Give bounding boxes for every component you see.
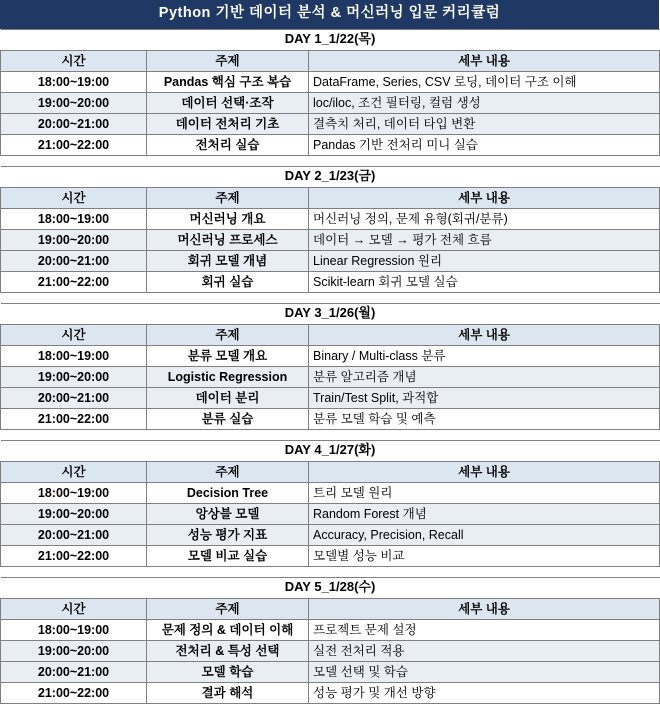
day-label: DAY 5_1/28(수) (1, 577, 660, 598)
table-row (1, 345, 660, 366)
column-header-topic: 주제 (147, 598, 309, 619)
cell-topic: 분류 실습 (147, 408, 309, 429)
table-row (1, 229, 660, 250)
table-row (1, 408, 660, 429)
cell-detail: Train/Test Split, 과적합 (309, 387, 660, 408)
cell-detail: DataFrame, Series, CSV 로딩, 데이터 구조 이해 (309, 71, 660, 92)
cell-topic: 회귀 실습 (147, 271, 309, 292)
cell-detail: 분류 알고리즘 개념 (309, 366, 660, 387)
cell-detail: 모델 선택 및 학습 (309, 661, 660, 682)
table-row (1, 545, 660, 566)
table-row (1, 113, 660, 134)
cell-time: 21:00~22:00 (1, 682, 147, 703)
day-label: DAY 3_1/26(월) (1, 303, 660, 324)
schedule-table (0, 29, 660, 704)
cell-time: 21:00~22:00 (1, 408, 147, 429)
day-header-row (1, 440, 660, 461)
column-header-time: 시간 (1, 461, 147, 482)
column-header-row (1, 598, 660, 619)
cell-topic: 앙상블 모델 (147, 503, 309, 524)
table-row (1, 619, 660, 640)
day-label: DAY 1_1/22(목) (1, 29, 660, 50)
table-row (1, 92, 660, 113)
cell-detail: Pandas 기반 전처리 미니 실습 (309, 134, 660, 155)
cell-time: 21:00~22:00 (1, 545, 147, 566)
cell-topic: 머신러닝 개요 (147, 208, 309, 229)
column-header-topic: 주제 (147, 187, 309, 208)
column-header-detail: 세부 내용 (309, 187, 660, 208)
cell-topic: 전처리 실습 (147, 134, 309, 155)
table-row (1, 387, 660, 408)
table-row (1, 503, 660, 524)
table-row (1, 134, 660, 155)
day-label: DAY 4_1/27(화) (1, 440, 660, 461)
page-title: Python 기반 데이터 분석 & 머신러닝 입문 커리큘럼 (0, 0, 659, 29)
cell-time: 19:00~20:00 (1, 92, 147, 113)
column-header-row (1, 461, 660, 482)
cell-time: 18:00~19:00 (1, 482, 147, 503)
column-header-row (1, 50, 660, 71)
cell-detail: 실전 전처리 적용 (309, 640, 660, 661)
day-header-row (1, 303, 660, 324)
cell-topic: 결과 해석 (147, 682, 309, 703)
cell-topic: 문제 정의 & 데이터 이해 (147, 619, 309, 640)
cell-topic: Decision Tree (147, 482, 309, 503)
cell-topic: 모델 학습 (147, 661, 309, 682)
cell-time: 19:00~20:00 (1, 229, 147, 250)
cell-topic: 데이터 전처리 기초 (147, 113, 309, 134)
cell-detail: 성능 평가 및 개선 방향 (309, 682, 660, 703)
cell-time: 20:00~21:00 (1, 661, 147, 682)
cell-topic: 전처리 & 특성 선택 (147, 640, 309, 661)
table-row (1, 524, 660, 545)
column-header-topic: 주제 (147, 324, 309, 345)
cell-time: 20:00~21:00 (1, 387, 147, 408)
table-row (1, 682, 660, 703)
cell-time: 20:00~21:00 (1, 113, 147, 134)
column-header-time: 시간 (1, 187, 147, 208)
cell-time: 20:00~21:00 (1, 524, 147, 545)
cell-detail: Binary / Multi-class 분류 (309, 345, 660, 366)
section-spacer (1, 155, 660, 166)
cell-topic: 머신러닝 프로세스 (147, 229, 309, 250)
cell-detail: 머신러닝 정의, 문제 유형(회귀/분류) (309, 208, 660, 229)
cell-detail: Scikit-learn 회귀 모델 실습 (309, 271, 660, 292)
cell-time: 19:00~20:00 (1, 640, 147, 661)
cell-detail: 프로젝트 문제 설정 (309, 619, 660, 640)
cell-detail: 결측치 처리, 데이터 타입 변환 (309, 113, 660, 134)
table-row (1, 482, 660, 503)
cell-time: 18:00~19:00 (1, 208, 147, 229)
cell-time: 21:00~22:00 (1, 134, 147, 155)
column-header-topic: 주제 (147, 50, 309, 71)
column-header-row (1, 324, 660, 345)
section-spacer (1, 292, 660, 303)
table-row (1, 208, 660, 229)
cell-time: 21:00~22:00 (1, 271, 147, 292)
cell-topic: 회귀 모델 개념 (147, 250, 309, 271)
column-header-time: 시간 (1, 598, 147, 619)
cell-detail: Linear Regression 원리 (309, 250, 660, 271)
cell-detail: Random Forest 개념 (309, 503, 660, 524)
cell-detail: 데이터 → 모델 → 평가 전체 흐름 (309, 229, 660, 250)
cell-detail: Accuracy, Precision, Recall (309, 524, 660, 545)
section-spacer (1, 429, 660, 440)
table-row (1, 271, 660, 292)
column-header-detail: 세부 내용 (309, 461, 660, 482)
column-header-detail: 세부 내용 (309, 598, 660, 619)
day-header-row (1, 166, 660, 187)
cell-time: 18:00~19:00 (1, 619, 147, 640)
table-row (1, 661, 660, 682)
cell-topic: 모델 비교 실습 (147, 545, 309, 566)
cell-topic: 데이터 분리 (147, 387, 309, 408)
table-row (1, 640, 660, 661)
column-header-topic: 주제 (147, 461, 309, 482)
column-header-time: 시간 (1, 324, 147, 345)
day-label: DAY 2_1/23(금) (1, 166, 660, 187)
column-header-detail: 세부 내용 (309, 50, 660, 71)
cell-topic: 분류 모델 개요 (147, 345, 309, 366)
cell-time: 19:00~20:00 (1, 366, 147, 387)
cell-time: 18:00~19:00 (1, 71, 147, 92)
cell-topic: Pandas 핵심 구조 복습 (147, 71, 309, 92)
table-row (1, 250, 660, 271)
cell-time: 19:00~20:00 (1, 503, 147, 524)
column-header-detail: 세부 내용 (309, 324, 660, 345)
section-spacer (1, 566, 660, 577)
cell-detail: 트리 모델 원리 (309, 482, 660, 503)
table-row (1, 71, 660, 92)
cell-topic: Logistic Regression (147, 366, 309, 387)
day-header-row (1, 577, 660, 598)
cell-detail: 분류 모델 학습 및 예측 (309, 408, 660, 429)
cell-time: 18:00~19:00 (1, 345, 147, 366)
cell-time: 20:00~21:00 (1, 250, 147, 271)
cell-detail: loc/iloc, 조건 필터링, 컬럼 생성 (309, 92, 660, 113)
day-header-row (1, 29, 660, 50)
cell-topic: 성능 평가 지표 (147, 524, 309, 545)
cell-topic: 데이터 선택·조작 (147, 92, 309, 113)
column-header-row (1, 187, 660, 208)
table-row (1, 366, 660, 387)
cell-detail: 모델별 성능 비교 (309, 545, 660, 566)
column-header-time: 시간 (1, 50, 147, 71)
